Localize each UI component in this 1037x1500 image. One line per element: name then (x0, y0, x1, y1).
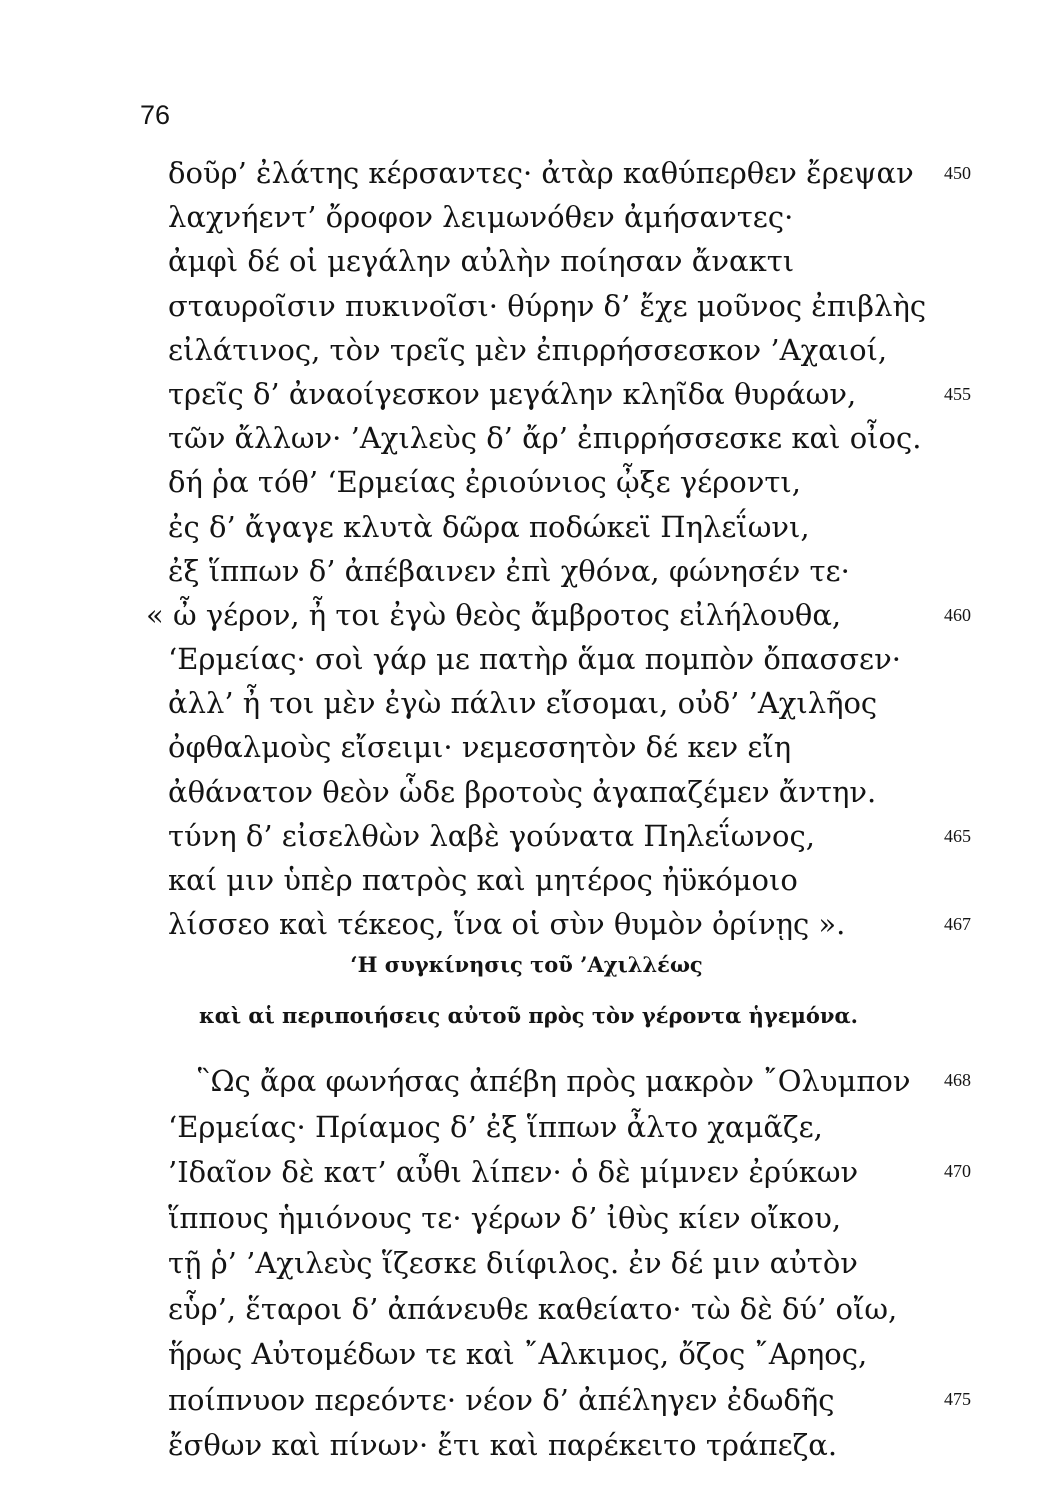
verse-text: ἐξ ἵππων δ’ ἀπέβαινεν ἐπὶ χθόνα, φώνησέν τε· (168, 553, 850, 588)
line-number: 450 (944, 163, 971, 183)
verse-text: « ὦ γέρον, ἦ τοι ἐγὼ θεὸς ἄμβροτος εἰλήλουθα, (146, 597, 842, 632)
verse-text: ἵππους ἡμιόνους τε· γέρων δ’ ἰθὺς κίεν οἴκου, (168, 1200, 842, 1235)
verse-text: τύνη δ’ εἰσελθὼν λαβὲ γούνατα Πηλεΐωνος, (168, 818, 815, 853)
verse-line (0, 858, 1037, 902)
verse-block-2 (0, 1058, 1037, 1468)
verse-text: ‘Ερμείας· Πρίαμος δ’ ἐξ ἵππων ἆλτο χαμᾶζε, (168, 1109, 823, 1144)
verse-line (0, 372, 1037, 416)
verse-line (0, 902, 1037, 946)
section-heading-line-2: καὶ αἱ περιποιήσεις αὐτοῦ πρὸς τὸν γέροντα ἡγεμόνα. (199, 1003, 858, 1028)
verse-line (0, 416, 1037, 460)
line-number: 465 (944, 825, 971, 846)
line-number: 468 (944, 1070, 971, 1090)
verse-text: καί μιν ὑπὲρ πατρὸς καὶ μητέρος ἠϋκόμοιο (168, 863, 798, 897)
verse-line (0, 239, 1037, 283)
verse-text: εἰλάτινος, τὸν τρεῖς μὲν ἐπιρρήσσεσκον ’Αχαιοί, (168, 332, 888, 367)
verse-line (0, 505, 1037, 549)
verse-block-1 (0, 151, 1037, 946)
verse-line (0, 1422, 1037, 1468)
verse-text: ὀφθαλμοὺς εἴσειμι· νεμεσσητὸν δέ κεν εἴη (168, 730, 792, 765)
verse-text: ῝Ως ἄρα φωνήσας ἀπέβη πρὸς μακρὸν ῎Ολυμπον (196, 1064, 911, 1098)
verse-line (0, 725, 1037, 769)
verse-line (0, 814, 1037, 858)
verse-text: ἥρως Αὐτομέδων τε καὶ ῎Αλκιμος, ὄζος ῎Αρηος, (168, 1337, 868, 1371)
verse-text: λαχνήεντ’ ὄροφον λειμωνόθεν ἀμήσαντες· (168, 200, 794, 235)
verse-text: δή ῥα τόθ’ ‘Ερμείας ἐριούνιος ᾦξε γέροντι, (168, 465, 802, 500)
verse-text: ἔσθων καὶ πίνων· ἔτι καὶ παρέκειτο τράπεζα. (168, 1428, 838, 1462)
verse-text: τρεῖς δ’ ἀναοίγεσκον μεγάλην κληῖδα θυράων, (168, 376, 857, 411)
verse-text: ἀμφὶ δέ οἱ μεγάλην αὐλὴν ποίησαν ἄνακτι (168, 244, 795, 279)
line-number: 467 (944, 914, 971, 935)
verse-text: ’Ιδαῖον δὲ κατ’ αὖθι λίπεν· ὁ δὲ μίμνεν ἐρύκων (168, 1155, 859, 1189)
verse-line (0, 1331, 1037, 1377)
verse-line (0, 1104, 1037, 1150)
verse-text: τῶν ἄλλων· ’Αχιλεὺς δ’ ἄρ’ ἐπιρρήσσεσκε καὶ οἶος. (168, 421, 922, 456)
verse-text: σταυροῖσιν πυκινοῖσι· θύρην δ’ ἔχε μοῦνος ἐπιβλὴς (168, 288, 927, 323)
line-number: 455 (944, 383, 971, 404)
verse-line (0, 1240, 1037, 1286)
verse-text: ποίπνυον περεόντε· νέον δ’ ἀπέληγεν ἐδωδῆς (168, 1382, 835, 1417)
verse-line (0, 460, 1037, 504)
verse-text: ἐς δ’ ἄγαγε κλυτὰ δῶρα ποδώκεϊ Πηλεΐωνι, (168, 509, 810, 544)
section-heading-line-1: ‘Η συγκίνησις τοῦ ’Αχιλλέως (350, 952, 703, 977)
verse-line (0, 1058, 1037, 1104)
verse-line (0, 770, 1037, 814)
verse-text: ‘Ερμείας· σοὶ γάρ με πατὴρ ἅμα πομπὸν ὄπασσεν· (168, 642, 901, 677)
verse-line (0, 549, 1037, 593)
line-number: 475 (944, 1388, 971, 1409)
verse-text: ἀθάνατον θεὸν ὧδε βροτοὺς ἀγαπαζέμεν ἄντην. (168, 774, 877, 809)
verse-text: λίσσεο καὶ τέκεος, ἵνα οἱ σὺν θυμὸν ὀρίνῃς ». (168, 907, 846, 942)
verse-line (0, 1377, 1037, 1423)
verse-line (0, 1286, 1037, 1332)
verse-line (0, 328, 1037, 372)
verse-text: δοῦρ’ ἐλάτης κέρσαντες· ἀτὰρ καθύπερθεν ἔρεψαν (168, 156, 914, 190)
line-number: 470 (944, 1161, 971, 1181)
verse-line (0, 1195, 1037, 1241)
verse-text: ἀλλ’ ἦ τοι μὲν ἐγὼ πάλιν εἴσομαι, οὐδ’ ’Αχιλῆος (168, 686, 878, 721)
verse-text: τῇ ῥ’ ’Αχιλεὺς ἵζεσκε διίφιλος. ἐν δέ μιν αὐτὸν (168, 1246, 858, 1280)
line-number: 460 (944, 604, 971, 625)
verse-line (0, 1149, 1037, 1195)
verse-text: εὗρ’, ἕταροι δ’ ἀπάνευθε καθείατο· τὼ δὲ δύ’ οἴω, (168, 1291, 898, 1326)
verse-line (0, 637, 1037, 681)
verse-line (0, 681, 1037, 725)
verse-line (0, 195, 1037, 239)
verse-line (0, 593, 1037, 637)
verse-line (0, 151, 1037, 195)
verse-line (0, 284, 1037, 328)
page-number: 76 (140, 100, 171, 130)
